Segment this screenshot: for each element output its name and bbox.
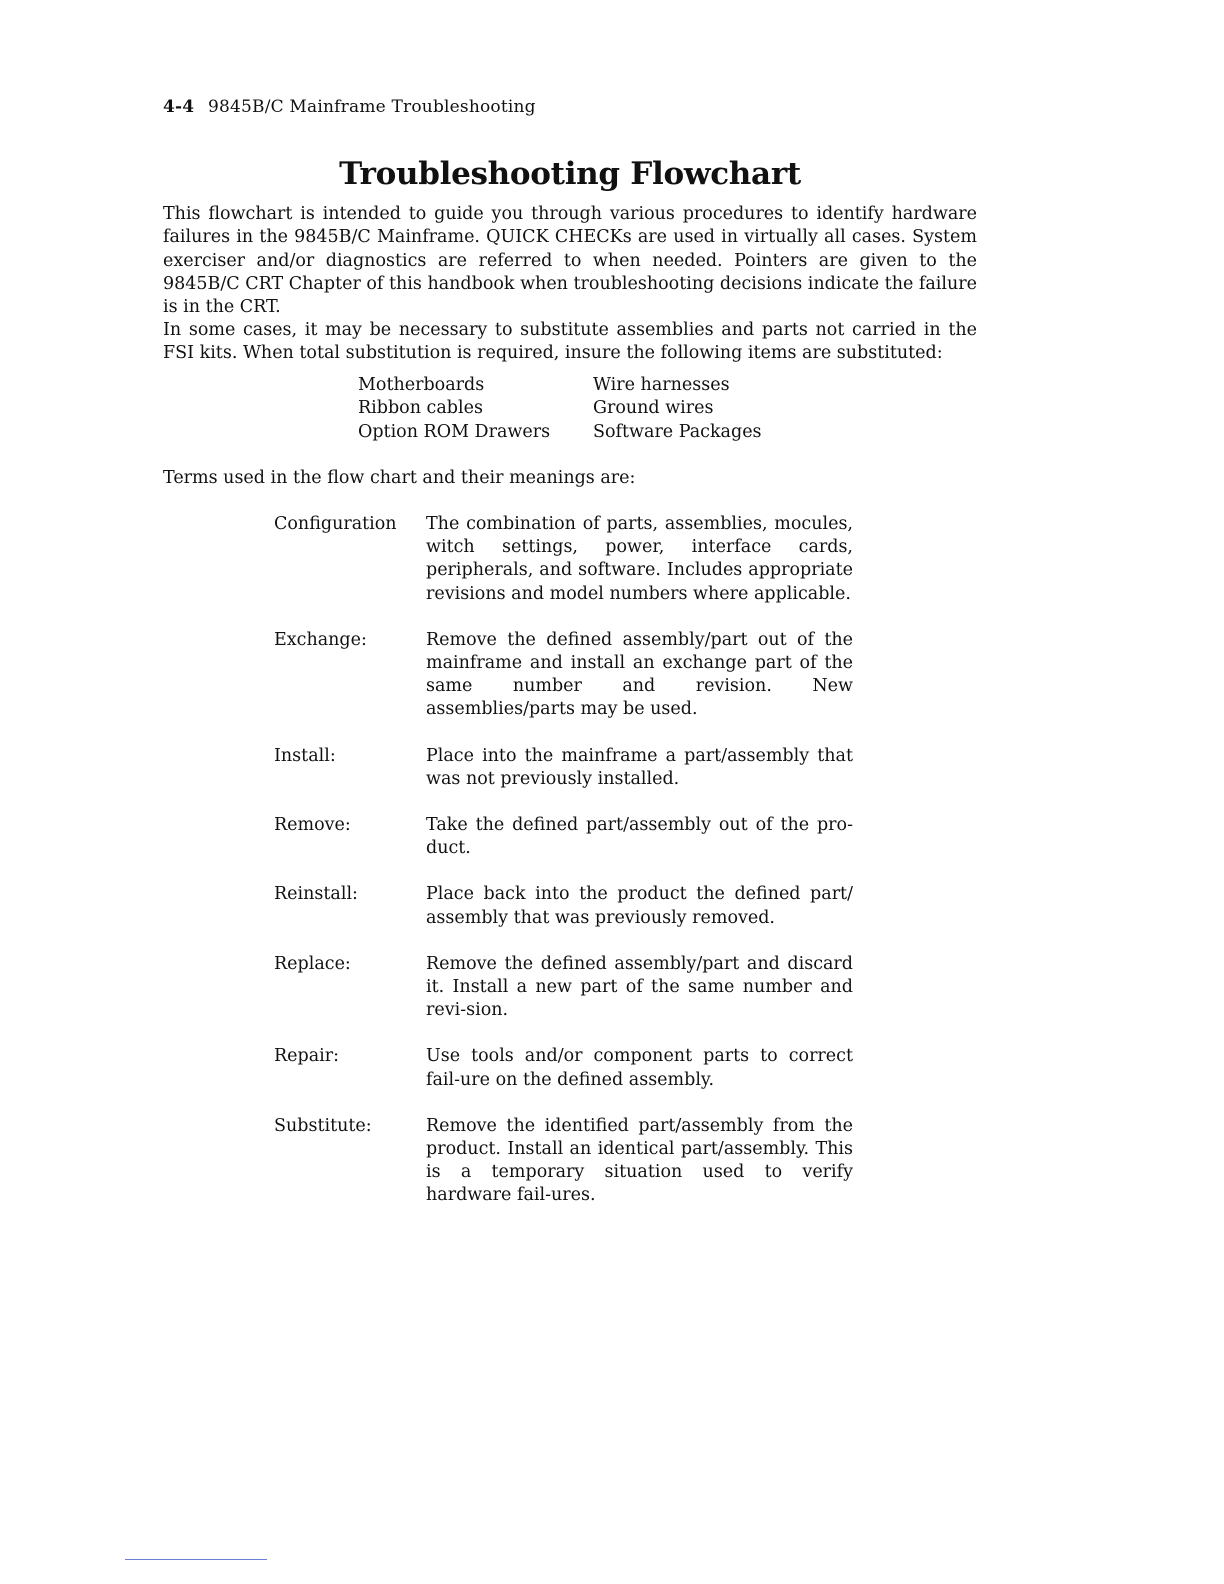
term-definition: Remove the identified part/assembly from the product. Install an identical part/assembly. This is a temporary situation used to verify hardware fail-ures. <box>426 1115 853 1206</box>
page-title: Troubleshooting Flowchart <box>339 156 801 192</box>
running-title: 9845B/C Mainframe Troubleshooting <box>207 97 536 117</box>
page-header <box>163 97 536 117</box>
term-name: Replace: <box>274 953 351 974</box>
term-entry <box>274 814 854 860</box>
list-item <box>358 397 762 420</box>
footer-rule <box>125 1559 267 1560</box>
term-definition: Use tools and/or component parts to correct fail-ure on the defined assembly. <box>426 1046 853 1090</box>
term-name: Exchange: <box>274 629 367 650</box>
item: Wire harnesses <box>593 375 730 395</box>
term-name: Reinstall: <box>274 884 358 905</box>
substitution-paragraph: In some cases, it may be necessary to substitute assemblies and parts not carried in the FSI kits. When total substitution is required, insure the following items are substituted: <box>163 320 977 364</box>
list-item <box>358 421 762 444</box>
item: Software Packages <box>593 421 762 442</box>
term-definition: Place into the mainframe a part/assembly that was not previously installed. <box>426 745 853 789</box>
term-definition: Place back into the product the defined part/ assembly that was previously removed. <box>426 884 853 928</box>
terms-intro: Terms used in the flow chart and their meanings are: <box>163 468 636 488</box>
term-entry <box>274 953 854 1023</box>
term-name: Install: <box>274 745 336 766</box>
term-name: Remove: <box>274 815 351 836</box>
intro-paragraph: This flowchart is intended to guide you through various procedures to identify hardware failures in the 9845B/C Mainframe. QUICK CHECKs are used in virtually all cases. System exerciser and/or diagnostics are referred to when needed. Pointers are given to the 9845B/C CRT Chapter of this handbook when troubleshooting decisions indicate the failure is in the CRT. <box>163 204 977 318</box>
term-entry <box>274 629 854 722</box>
term-definition: Remove the defined assembly/part out of the mainframe and install an exchange part of the same number and revision. New assemblies/parts may be used. <box>426 629 853 720</box>
term-definition: The combination of parts, assemblies, mocules, witch settings, power, interface cards, peripherals, and software. Includes appropriate revisions and model numbers where applicable. <box>426 514 853 604</box>
term-entry <box>274 1115 854 1208</box>
item: Ground wires <box>593 398 714 419</box>
term-definition: Remove the defined assembly/part and discard it. Install a new part of the same number and revi-sion. <box>426 953 853 1021</box>
term-definition: Take the defined part/assembly out of the pro-duct. <box>426 815 853 859</box>
item: Motherboards <box>358 375 485 395</box>
term-entry <box>274 883 854 929</box>
term-name: Repair: <box>274 1046 340 1067</box>
term-entry <box>274 513 854 606</box>
term-entry <box>274 745 854 791</box>
term-name: Configuration <box>274 514 397 534</box>
item: Option ROM Drawers <box>358 421 551 442</box>
term-entry <box>274 1045 854 1091</box>
list-item <box>358 374 762 397</box>
item: Ribbon cables <box>358 398 483 419</box>
substituted-items-list <box>358 374 762 444</box>
term-name: Substitute: <box>274 1115 372 1136</box>
page-number: 4-4 <box>163 97 195 117</box>
terms-list <box>274 513 854 1231</box>
